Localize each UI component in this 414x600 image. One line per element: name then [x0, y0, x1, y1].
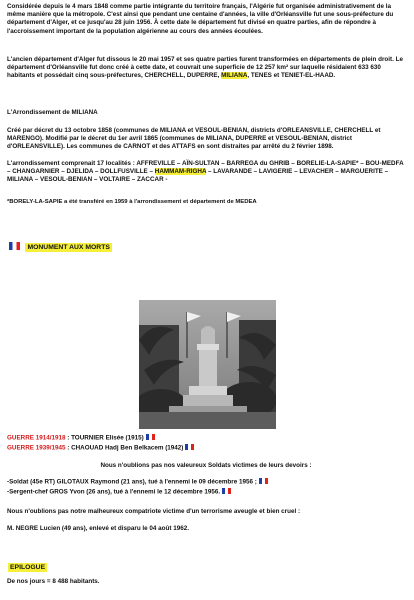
monument-heading: [9, 236, 111, 254]
soldier-1: -Soldat (45e RT) GILOTAUX Raymond (21 ans), tué à l'ennemi le 09 décembre 1956 ;: [7, 478, 405, 487]
french-flag-icon: [222, 488, 231, 494]
civil-heading: Nous n'oublions pas notre malheureux compatriote victime d'un terrorisme aveugle et bien cruel :: [7, 508, 301, 515]
war-label: GUERRE 1914/1918: [7, 434, 66, 442]
war-name: TOURNIER Elisée (1915): [71, 434, 144, 442]
monument-title: MONUMENT AUX MORTS: [27, 244, 110, 251]
soldiers-heading: Nous n'oublions pas nos valeureux Soldats victimes de leurs devoirs :: [100, 462, 312, 469]
civil-victim: M. NEGRE Lucien (49 ans), enlevé et disparu le 04 août 1962.: [7, 525, 189, 532]
war-1914-line: GUERRE 1914/1918 : TOURNIER Elisée (1915): [7, 434, 405, 443]
department-text: L'ancien département d'Alger fut dissous le 20 mai 1957 et ses quatre parties furent transformées en départements de plein droit. Le département d'Orléansville fut donc créé à cette date, et couvrait une superficie de 12 257 km² sur laquelle résidaient 633 630 habitants et possédait cinq sous-préfectures, CHERCHELL,: [7, 56, 403, 80]
french-flag-icon: [259, 478, 268, 484]
miliana-highlight: MILIANA: [221, 72, 248, 80]
intro-text: Considérée depuis le 4 mars 1848 comme partie intégrante du territoire français, l'Algérie fut organisée administrativement de la même manière que la métropole. C'est ainsi que pendant une centaine d'années, la ville d'Orléansville fut une sous-préfecture du département d'Alger, et ce jusqu'au 28 juin 1956. À cette date le département fut divisé en quatre parties, afin de répondre à l'accroissement important de la population algérienne au cours des années écoulées.: [7, 3, 394, 35]
department-paragraph: [7, 56, 405, 81]
arrondissement-decree-text: Créé par décret du 13 octobre 1858 (communes de MILIANA et VESOUL-BENIAN, districts d'ORLEANSVILLE, CHERCHELL et MARENGO). Modifié par le décret du 1er avril 1865 (communes de MILIANA, DUPERRE et VESOUL-BENIAN, district d'ORLEANSVILLE). Les communes de CARNOT et des ATTAFS en sont distraites par arrêté du 2 février 1898.: [7, 127, 381, 151]
arrondissement-history: [7, 127, 405, 152]
french-flag-icon: [185, 444, 194, 450]
french-flag-icon: [146, 434, 155, 440]
french-flag-icon: [9, 242, 20, 250]
hammam-righa-highlight: HAMMAM-RIGHA: [154, 168, 207, 176]
department-subprefectures: DUPERRE, MILIANA, TENES et TENIET-EL-HAAD.: [186, 72, 336, 80]
monument-photo-image: [139, 300, 276, 429]
epilogue-heading: [8, 556, 47, 574]
epilogue-title: EPILOGUE: [10, 564, 46, 571]
footnote: *BORELY-LA-SAPIE a été transféré en 1959 à l'arrondissement et département de MEDEA: [7, 199, 257, 205]
war-name: CHAOUAD Hadj Ben Belkacem (1942): [71, 444, 184, 452]
arrondissement-localities: L'arrondissement comprenait 17 localités : AFFREVILLE – AÏN-SULTAN – BARREGA du GHRIB – BORELIE-LA-SAPIE* – BOU-MEDFA – CHANGARNIER – DJELIDA – DOLLFUSVILLE – HAMMAM-RIGHA – LAVARANDE – LAVIGERIE – LEVACHER – MARGUERITE – MILIANA – VESOUL-BENIAN – VOLTAIRE – ZACCAR -: [7, 160, 404, 184]
soldier-2: -Sergent-chef GROS Yvon (26 ans), tué à l'ennemi le 12 décembre 1956.: [7, 488, 405, 497]
war-label: GUERRE 1939/1945: [7, 444, 66, 452]
monument-photo: [139, 300, 276, 429]
epilogue-text: De nos jours = 8 488 habitants.: [7, 578, 100, 585]
war-1939-line: GUERRE 1939/1945 : CHAOUAD Hadj Ben Belkacem (1942): [7, 444, 405, 453]
intro-paragraph: [7, 3, 405, 36]
arrondissement-heading: L'Arrondissement de MILIANA: [7, 109, 98, 116]
